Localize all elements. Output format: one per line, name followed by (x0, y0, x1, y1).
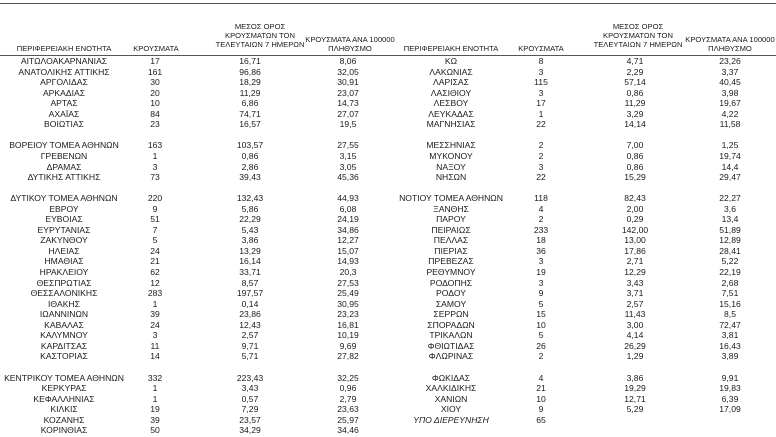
right-cell-avg7: 82,43 (624, 193, 646, 204)
left-cell-per100k: 25,97 (337, 414, 359, 425)
left-cell-cases: 283 (147, 288, 163, 299)
right-cell-region: ΠΡΕΒΕΖΑΣ (428, 256, 474, 267)
right-cell-cases: 15 (536, 309, 546, 320)
left-cell-region: ΚΑΒΑΛΑΣ (44, 319, 84, 330)
left-cell-per100k: 2,79 (339, 393, 357, 404)
right-cell-avg7: 3,29 (626, 108, 644, 119)
right-cell-avg7: 0,86 (626, 161, 644, 172)
right-cell-region: ΝΑΞΟΥ (436, 161, 466, 172)
left-cell-cases: 1 (152, 298, 158, 309)
left-cell-region: ΕΥΡΥΤΑΝΙΑΣ (37, 224, 91, 235)
left-cell-region: ΑΙΤΩΛΟΑΚΑΡΝΑΝΙΑΣ (20, 56, 108, 66)
right-cell-region: ΜΕΣΣΗΝΙΑΣ (426, 140, 476, 151)
left-cell-per100k: 16,81 (337, 319, 359, 330)
right-cell-per100k: 29,47 (719, 172, 741, 183)
left-cell-per100k: 30,91 (337, 77, 359, 88)
right-cell-avg7: 2,29 (626, 66, 644, 77)
left-cell-per100k: 19,5 (339, 119, 357, 130)
left-cell-per100k: 14,73 (337, 98, 359, 109)
left-cell-cases: 73 (150, 172, 160, 183)
right-cell-avg7: 14,14 (624, 119, 646, 130)
right-cell-avg7: 57,14 (624, 77, 646, 88)
right-cell-avg7: 142,00 (621, 224, 649, 235)
right-cell-per100k: 19,67 (719, 98, 741, 109)
left-cell-avg7: 2,86 (241, 161, 259, 172)
right-cell-per100k: 14,4 (721, 161, 739, 172)
left-cell-per100k: 45,36 (337, 172, 359, 183)
right-cell-region: ΝΗΣΩΝ (435, 172, 467, 183)
left-cell-cases: 51 (150, 214, 160, 225)
right-cell-avg7: 7,00 (626, 140, 644, 151)
left-cell-region: ΒΟΡΕΙΟΥ ΤΟΜΕΑ ΑΘΗΝΩΝ (9, 140, 119, 151)
left-cell-cases: 50 (150, 425, 160, 436)
left-cell-cases: 11 (150, 340, 160, 351)
right-cell-per100k: 13,4 (721, 214, 739, 225)
left-cell-avg7: 6,86 (241, 98, 259, 109)
right-cell-avg7: 0,86 (626, 150, 644, 161)
left-cell-region: ΔΥΤΙΚΟΥ ΤΟΜΕΑ ΑΘΗΝΩΝ (10, 193, 118, 204)
left-cell-cases: 84 (150, 108, 160, 119)
right-cell-cases: 9 (538, 404, 544, 415)
left-cell-avg7: 96,86 (239, 66, 261, 77)
right-cell-per100k: 3,37 (721, 66, 739, 77)
right-cell-avg7: 2,00 (626, 203, 644, 214)
right-cell-avg7: 19,29 (624, 383, 646, 394)
left-cell-region: ΕΥΒΟΙΑΣ (45, 214, 83, 225)
left-cell-region: ΙΩΑΝΝΙΝΩΝ (39, 309, 89, 320)
left-cell-per100k: 27,07 (337, 108, 359, 119)
left-cell-avg7: 34,29 (239, 425, 261, 436)
left-cell-per100k: 27,53 (337, 277, 359, 288)
right-cell-per100k: 16,43 (719, 340, 741, 351)
left-cell-avg7: 16,57 (239, 119, 261, 130)
right-cell-region: ΧΑΝΙΩΝ (434, 393, 468, 404)
right-cell-avg7: 12,71 (624, 393, 646, 404)
right-cell-per100k: 2,68 (721, 277, 739, 288)
left-cell-region: ΚΕΡΚΥΡΑΣ (41, 383, 87, 394)
left-cell-avg7: 16,71 (239, 56, 261, 66)
left-cell-avg7: 11,29 (239, 87, 261, 98)
right-cell-per100k: 3,81 (721, 330, 739, 341)
right-cell-avg7: 3,43 (626, 277, 644, 288)
right-cell-cases: 3 (538, 256, 544, 267)
header-rule (0, 55, 776, 56)
left-cell-region: ΖΑΚΥΝΘΟΥ (40, 235, 88, 246)
right-cell-region: ΧΑΛΚΙΔΙΚΗΣ (425, 383, 477, 394)
left-cell-cases: 5 (152, 235, 158, 246)
left-cell-per100k: 32,25 (337, 372, 359, 383)
right-cell-region: ΣΠΟΡΑΔΩΝ (427, 319, 475, 330)
left-cell-avg7: 8,57 (241, 277, 259, 288)
right-cell-cases: 2 (538, 351, 544, 362)
right-cell-cases: 5 (538, 298, 544, 309)
right-cell-region: ΛΑΣΙΘΙΟΥ (430, 87, 472, 98)
left-cell-cases: 220 (147, 193, 163, 204)
right-cell-avg7: 3,86 (626, 372, 644, 383)
right-cell-cases: 65 (536, 414, 546, 425)
right-cell-cases: 18 (536, 235, 546, 246)
left-cell-cases: 30 (150, 77, 160, 88)
left-cell-avg7: 3,86 (241, 235, 259, 246)
left-cell-region: ΚΑΡΔΙΤΣΑΣ (40, 340, 88, 351)
left-cell-region: ΚΙΛΚΙΣ (50, 404, 78, 415)
right-cell-per100k: 8,5 (724, 309, 736, 320)
right-cell-cases: 115 (534, 77, 548, 88)
right-cell-region: ΡΟΔΟΥ (436, 288, 466, 299)
left-cell-per100k: 20,3 (339, 267, 357, 277)
left-cell-per100k: 44,93 (337, 193, 359, 204)
right-cell-per100k: 40,45 (719, 77, 741, 88)
header-cases-left: ΚΡΟΥΣΜΑΤΑ (133, 44, 179, 53)
left-cell-cases: 39 (150, 414, 160, 425)
left-cell-avg7: 5,71 (241, 351, 259, 362)
left-cell-per100k: 23,23 (337, 309, 359, 320)
left-cell-per100k: 9,69 (339, 340, 357, 351)
right-cell-region: ΚΩ (444, 56, 458, 66)
left-cell-avg7: 13,29 (239, 245, 261, 256)
left-cell-cases: 39 (150, 309, 160, 320)
right-cell-per100k: 3,6 (724, 203, 736, 214)
right-cell-region: ΜΑΓΝΗΣΙΑΣ (426, 119, 476, 130)
left-cell-avg7: 9,71 (241, 340, 259, 351)
left-cell-avg7: 2,57 (241, 330, 259, 341)
right-cell-region: ΦΘΙΩΤΙΔΑΣ (427, 340, 475, 351)
right-cell-avg7: 2,71 (626, 256, 644, 267)
left-cell-cases: 24 (150, 319, 160, 330)
left-cell-cases: 19 (150, 404, 160, 415)
left-cell-avg7: 23,86 (239, 309, 261, 320)
left-cell-region: ΚΕΝΤΡΙΚΟΥ ΤΟΜΕΑ ΑΘΗΝΩΝ (4, 372, 124, 383)
right-cell-cases: 3 (538, 161, 544, 172)
left-cell-region: ΑΡΤΑΣ (50, 98, 78, 109)
right-cell-cases: 10 (536, 319, 546, 330)
right-cell-region: ΠΑΡΟΥ (436, 214, 466, 225)
right-cell-per100k: 72,47 (719, 319, 741, 330)
left-cell-avg7: 22,29 (239, 214, 261, 225)
right-cell-avg7: 4,14 (626, 330, 644, 341)
left-cell-cases: 14 (150, 351, 160, 362)
left-cell-cases: 9 (152, 203, 158, 214)
right-cell-region: ΡΟΔΟΠΗΣ (429, 277, 473, 288)
header-per100k-right: ΚΡΟΥΣΜΑΤΑ ΑΝΑ 100000 ΠΛΗΘΥΣΜΟ (685, 35, 775, 53)
left-cell-region: ΕΒΡΟΥ (49, 203, 79, 214)
left-cell-region: ΑΝΑΤΟΛΙΚΗΣ ΑΤΤΙΚΗΣ (18, 66, 110, 77)
left-cell-per100k: 14,93 (337, 256, 359, 267)
right-cell-per100k: 6,39 (721, 393, 739, 404)
left-cell-cases: 7 (152, 224, 158, 235)
left-cell-per100k: 23,07 (337, 87, 359, 98)
right-cell-per100k: 4,22 (721, 108, 739, 119)
right-cell-avg7: 1,29 (626, 351, 644, 362)
right-cell-region: ΣΕΡΡΩΝ (433, 309, 469, 320)
left-cell-per100k: 15,07 (337, 245, 359, 256)
right-cell-per100k: 3,98 (721, 87, 739, 98)
left-cell-region: ΗΡΑΚΛΕΙΟΥ (39, 267, 89, 277)
left-cell-avg7: 3,43 (241, 383, 259, 394)
right-cell-cases: 3 (538, 277, 544, 288)
left-cell-cases: 20 (150, 87, 160, 98)
left-cell-per100k: 23,63 (337, 404, 359, 415)
right-cell-per100k: 51,89 (719, 224, 741, 235)
right-cell-cases: 22 (536, 119, 546, 130)
left-cell-region: ΘΕΣΠΡΩΤΙΑΣ (36, 277, 92, 288)
left-cell-region: ΑΡΚΑΔΙΑΣ (42, 87, 86, 98)
left-cell-per100k: 12,27 (337, 235, 359, 246)
left-cell-avg7: 132,43 (236, 193, 264, 204)
right-cell-per100k: 19,83 (719, 383, 741, 394)
right-cell-cases: 1 (538, 108, 544, 119)
left-cell-cases: 62 (150, 267, 160, 277)
right-cell-per100k: 17,09 (719, 404, 741, 415)
right-cell-per100k: 22,19 (719, 267, 741, 277)
left-cell-region: ΚΟΡΙΝΘΙΑΣ (40, 425, 88, 436)
left-cell-avg7: 223,43 (236, 372, 264, 383)
right-cell-per100k: 12,89 (719, 235, 741, 246)
left-cell-avg7: 12,43 (239, 319, 261, 330)
right-cell-avg7: 3,00 (626, 319, 644, 330)
right-cell-cases: 5 (538, 330, 544, 341)
right-cell-avg7: 0,29 (626, 214, 644, 225)
left-cell-region: ΗΜΑΘΙΑΣ (44, 256, 84, 267)
right-cell-region: ΛΕΣΒΟΥ (433, 98, 469, 109)
left-cell-cases: 1 (152, 393, 158, 404)
left-cell-avg7: 0,14 (241, 298, 259, 309)
left-cell-region: ΙΘΑΚΗΣ (48, 298, 80, 309)
left-cell-cases: 3 (152, 161, 158, 172)
right-cell-region: ΞΑΝΘΗΣ (433, 203, 469, 214)
right-cell-region: ΛΑΡΙΣΑΣ (433, 77, 469, 88)
right-cell-cases: 10 (536, 393, 546, 404)
right-cell-cases: 233 (533, 224, 549, 235)
left-cell-region: ΚΑΛΥΜΝΟΥ (40, 330, 88, 341)
header-region-left: ΠΕΡΙΦΕΡΕΙΑΚΗ ΕΝΟΤΗΤΑ (16, 44, 112, 53)
left-cell-avg7: 197,57 (236, 288, 264, 299)
left-cell-cases: 1 (152, 150, 158, 161)
right-cell-region: ΝΟΤΙΟΥ ΤΟΜΕΑ ΑΘΗΝΩΝ (399, 193, 503, 204)
right-cell-region: ΥΠΟ ΔΙΕΡΕΥΝΗΣΗ (413, 414, 489, 425)
left-cell-cases: 10 (150, 98, 160, 109)
left-cell-region: ΑΧΑΪΑΣ (48, 108, 80, 119)
right-cell-avg7: 26,29 (624, 340, 646, 351)
right-cell-region: ΤΡΙΚΑΛΩΝ (429, 330, 473, 341)
left-cell-per100k: 8,06 (339, 56, 357, 66)
right-cell-avg7: 0,86 (626, 87, 644, 98)
left-cell-region: ΓΡΕΒΕΝΩΝ (40, 150, 88, 161)
left-cell-region: ΗΛΕΙΑΣ (48, 245, 80, 256)
header-avg7-left: ΜΕΣΟΣ ΟΡΟΣ ΚΡΟΥΣΜΑΤΩΝ ΤΟΝ ΤΕΛΕΥΤΑΙΩΝ 7 ΗΜΕΡΩΝ (215, 22, 305, 49)
left-cell-cases: 3 (152, 330, 158, 341)
left-cell-cases: 21 (150, 256, 160, 267)
left-cell-avg7: 23,57 (239, 414, 261, 425)
right-cell-cases: 36 (536, 245, 546, 256)
right-cell-per100k: 7,51 (721, 288, 739, 299)
right-cell-region: ΦΩΚΙΔΑΣ (431, 372, 471, 383)
right-cell-region: ΠΕΛΛΑΣ (433, 235, 469, 246)
right-cell-avg7: 5,29 (626, 404, 644, 415)
right-cell-region: ΛΕΥΚΑΔΑΣ (428, 108, 474, 119)
right-cell-per100k: 9,91 (721, 372, 739, 383)
left-cell-avg7: 18,29 (239, 77, 261, 88)
right-cell-per100k: 23,26 (719, 56, 741, 66)
left-cell-per100k: 3,05 (339, 161, 357, 172)
left-cell-region: ΔΥΤΙΚΗΣ ΑΤΤΙΚΗΣ (27, 172, 101, 183)
left-cell-per100k: 6,08 (339, 203, 357, 214)
left-cell-per100k: 27,55 (337, 140, 359, 151)
right-cell-avg7: 4,71 (626, 56, 644, 66)
left-cell-avg7: 0,57 (241, 393, 259, 404)
right-cell-cases: 3 (538, 66, 544, 77)
right-cell-avg7: 15,29 (624, 172, 646, 183)
right-cell-cases: 8 (538, 56, 544, 66)
right-cell-cases: 4 (538, 372, 544, 383)
right-cell-cases: 22 (536, 172, 546, 183)
right-cell-per100k: 1,25 (721, 140, 739, 151)
right-cell-cases: 26 (536, 340, 546, 351)
left-cell-per100k: 32,05 (337, 66, 359, 77)
left-cell-per100k: 27,82 (337, 351, 359, 362)
right-cell-avg7: 11,29 (624, 98, 646, 109)
left-cell-cases: 1 (152, 383, 158, 394)
header-avg7-right: ΜΕΣΟΣ ΟΡΟΣ ΚΡΟΥΣΜΑΤΩΝ ΤΟΝ ΤΕΛΕΥΤΑΙΩΝ 7 ΗΜΕΡΩΝ (593, 22, 683, 49)
left-cell-cases: 163 (147, 140, 163, 151)
right-cell-region: ΠΕΙΡΑΙΩΣ (431, 224, 471, 235)
left-cell-cases: 12 (150, 277, 160, 288)
right-cell-per100k: 22,27 (719, 193, 741, 204)
left-cell-region: ΑΡΓΟΛΙΔΑΣ (40, 77, 88, 88)
right-cell-avg7: 13,00 (624, 235, 646, 246)
left-cell-per100k: 3,15 (339, 150, 357, 161)
right-cell-cases: 2 (538, 140, 544, 151)
header-cases-right: ΚΡΟΥΣΜΑΤΑ (518, 44, 564, 53)
right-cell-cases: 2 (538, 214, 544, 225)
left-cell-region: ΘΕΣΣΑΛΟΝΙΚΗΣ (30, 288, 98, 299)
left-cell-avg7: 5,86 (241, 203, 259, 214)
left-cell-avg7: 7,29 (241, 404, 259, 415)
left-cell-per100k: 0,96 (339, 383, 357, 394)
left-cell-region: ΚΑΣΤΟΡΙΑΣ (40, 351, 88, 362)
right-cell-avg7: 2,57 (626, 298, 644, 309)
right-cell-cases: 9 (538, 288, 544, 299)
header-region-right: ΠΕΡΙΦΕΡΕΙΑΚΗ ΕΝΟΤΗΤΑ (403, 44, 499, 53)
right-cell-avg7: 3,71 (626, 288, 644, 299)
right-cell-per100k: 19,74 (719, 150, 741, 161)
right-cell-region: ΡΕΘΥΜΝΟΥ (426, 267, 476, 277)
left-cell-avg7: 16,14 (239, 256, 261, 267)
left-cell-per100k: 10,19 (337, 330, 359, 341)
right-cell-cases: 21 (536, 383, 546, 394)
right-cell-avg7: 12,29 (624, 267, 646, 277)
right-cell-cases: 19 (536, 267, 546, 277)
right-cell-cases: 118 (534, 193, 548, 204)
right-cell-region: ΧΙΟΥ (440, 404, 462, 415)
right-cell-region: ΦΛΩΡΙΝΑΣ (428, 351, 474, 362)
left-cell-region: ΒΟΙΩΤΙΑΣ (44, 119, 84, 130)
right-cell-per100k: 11,58 (719, 119, 741, 130)
right-cell-avg7: 11,43 (624, 309, 646, 320)
right-cell-region: ΜΥΚΟΝΟΥ (429, 150, 473, 161)
right-cell-cases: 17 (536, 98, 546, 109)
left-cell-region: ΚΕΦΑΛΛΗΝΙΑΣ (33, 393, 95, 404)
right-cell-per100k: 15,16 (719, 298, 741, 309)
left-cell-cases: 17 (150, 56, 160, 66)
left-cell-cases: 24 (150, 245, 160, 256)
left-cell-cases: 332 (147, 372, 163, 383)
left-cell-avg7: 0,86 (241, 150, 259, 161)
left-cell-per100k: 25,49 (337, 288, 359, 299)
top-rule (0, 3, 776, 4)
right-cell-cases: 4 (538, 203, 544, 214)
left-cell-per100k: 34,86 (337, 224, 359, 235)
right-cell-cases: 2 (538, 150, 544, 161)
left-cell-region: ΔΡΑΜΑΣ (46, 161, 82, 172)
right-cell-avg7: 17,86 (624, 245, 646, 256)
left-cell-per100k: 24,19 (337, 214, 359, 225)
left-cell-region: ΚΟΖΑΝΗΣ (43, 414, 85, 425)
left-cell-cases: 161 (147, 66, 163, 77)
right-cell-region: ΣΑΜΟΥ (435, 298, 467, 309)
left-cell-avg7: 103,57 (236, 140, 264, 151)
left-cell-avg7: 33,71 (239, 267, 261, 277)
right-cell-region: ΠΙΕΡΙΑΣ (434, 245, 468, 256)
left-cell-cases: 23 (150, 119, 160, 130)
left-cell-avg7: 5,43 (241, 224, 259, 235)
right-cell-region: ΛΑΚΩΝΙΑΣ (429, 66, 473, 77)
header-per100k-left: ΚΡΟΥΣΜΑΤΑ ΑΝΑ 100000 ΠΛΗΘΥΣΜΟ (305, 35, 395, 53)
right-cell-cases: 3 (538, 87, 544, 98)
right-cell-per100k: 3,89 (721, 351, 739, 362)
right-cell-per100k: 5,22 (721, 256, 739, 267)
left-cell-avg7: 39,43 (239, 172, 261, 183)
left-cell-avg7: 74,71 (239, 108, 261, 119)
right-cell-per100k: 28,41 (719, 245, 741, 256)
left-cell-per100k: 30,95 (337, 298, 359, 309)
left-cell-per100k: 34,46 (337, 425, 359, 436)
